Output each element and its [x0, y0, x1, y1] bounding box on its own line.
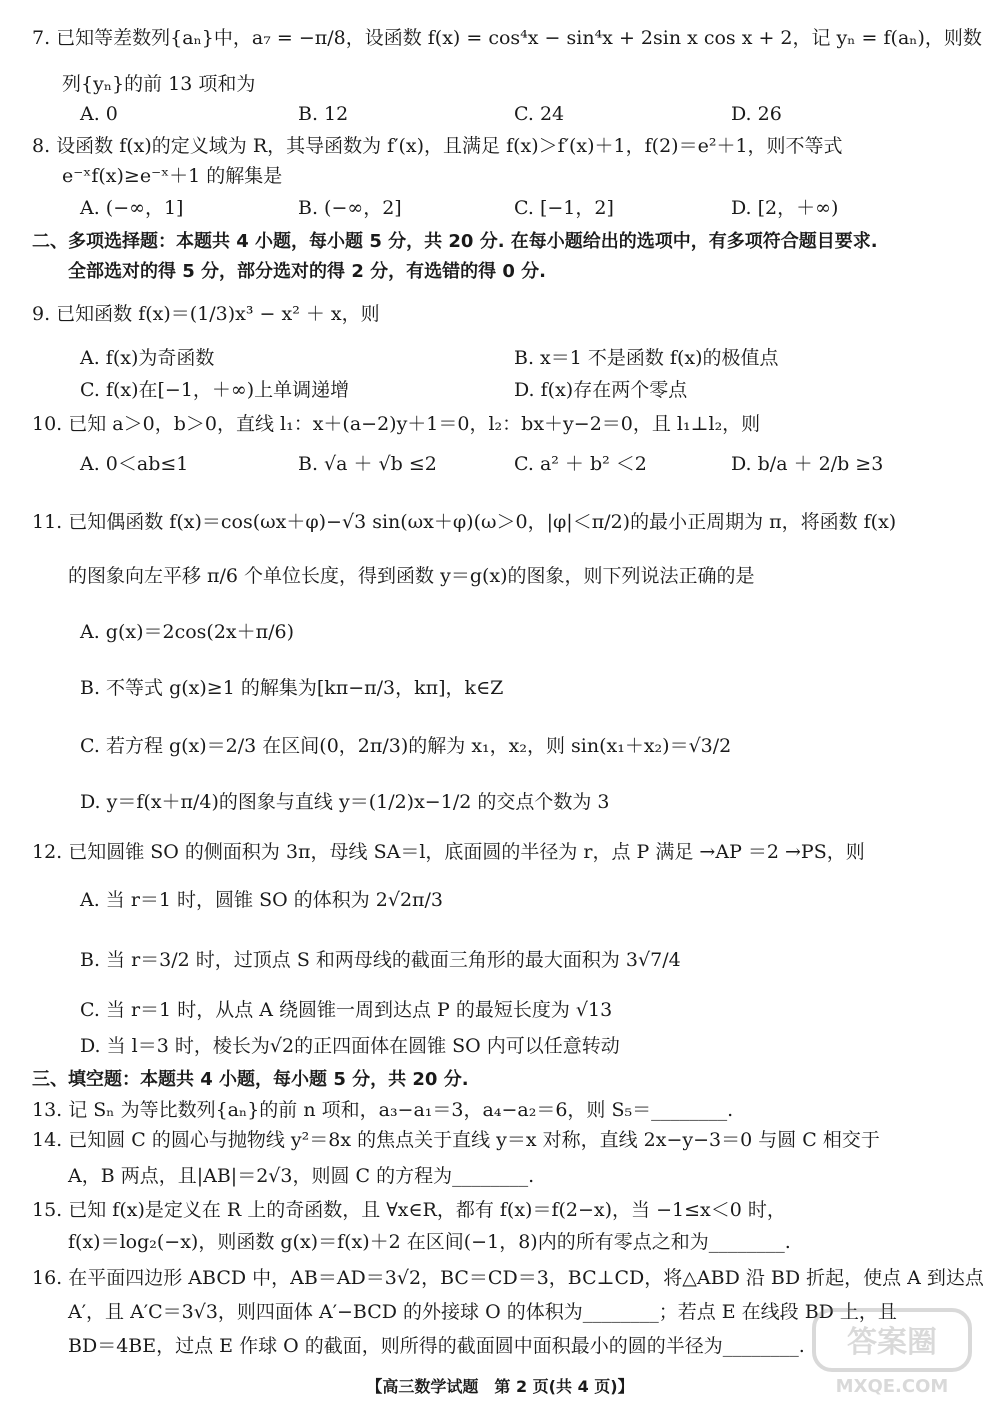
q7-stem-line2: 列{yₙ}的前 13 项和为 — [62, 73, 256, 95]
q10-option-d: D. b/a ＋ 2/b ≥3 — [731, 453, 884, 475]
q9-option-d: D. f(x)存在两个零点 — [514, 379, 688, 401]
watermark-bottom-text: MXQE.COM — [835, 1376, 949, 1397]
q11-option-b: B. 不等式 g(x)≥1 的解集为[kπ−π/3，kπ]，k∈Z — [80, 677, 504, 699]
q9-option-c: C. f(x)在[−1，＋∞)上单调递增 — [80, 379, 350, 401]
watermark-logo — [812, 1308, 972, 1400]
q8-option-b: B. (−∞，2] — [298, 197, 402, 219]
q8-option-d: D. [2，＋∞) — [731, 197, 839, 219]
q14-line2: A，B 两点，且|AB|＝2√3，则圆 C 的方程为________. — [68, 1165, 535, 1187]
q7-stem-line1: 7. 已知等差数列{aₙ}中，a₇ = −π/8，设函数 f(x) = cos⁴x − sin⁴x + 2sin x cos x + 2，记 yₙ = f(aₙ)，则数 — [32, 27, 982, 49]
page-footer: 【高三数学试题 第 2 页(共 4 页)】 — [366, 1377, 634, 1396]
q8-option-a: A. (−∞，1] — [80, 197, 184, 219]
q11-stem-line2: 的图象向左平移 π/6 个单位长度，得到函数 y＝g(x)的图象，则下列说法正确的是 — [68, 565, 755, 587]
q8-stem-line2: e⁻ˣf(x)≥e⁻ˣ＋1 的解集是 — [62, 165, 283, 187]
q9-stem: 9. 已知函数 f(x)＝(1/3)x³ − x² ＋ x，则 — [32, 303, 380, 325]
q11-stem-line1: 11. 已知偶函数 f(x)＝cos(ωx＋φ)−√3 sin(ωx＋φ)(ω＞0，|φ|＜π/2)的最小正周期为 π，将函数 f(x) — [32, 511, 897, 533]
section3-heading: 三、填空题：本题共 4 小题，每小题 5 分，共 20 分. — [32, 1069, 469, 1090]
q11-option-a: A. g(x)＝2cos(2x＋π/6) — [80, 621, 295, 643]
q7-option-b: B. 12 — [298, 103, 349, 125]
q7-option-a: A. 0 — [80, 103, 118, 125]
q7-option-d: D. 26 — [731, 103, 782, 125]
q15-line1: 15. 已知 f(x)是定义在 R 上的奇函数，且 ∀x∈R，都有 f(x)＝f(2−x)，当 −1≤x＜0 时， — [32, 1199, 786, 1221]
q12-stem: 12. 已知圆锥 SO 的侧面积为 3π，母线 SA＝l，底面圆的半径为 r，点 P 满足 →AP ＝2 →PS，则 — [32, 841, 865, 863]
q10-stem: 10. 已知 a＞0，b＞0，直线 l₁：x＋(a−2)y＋1＝0，l₂：bx＋y−2＝0，且 l₁⊥l₂，则 — [32, 413, 761, 435]
q16-line3: BD＝4BE，过点 E 作球 O 的截面，则所得的截面圆中面积最小的圆的半径为________. — [68, 1335, 805, 1357]
q12-option-d: D. 当 l＝3 时，棱长为√2的正四面体在圆锥 SO 内可以任意转动 — [80, 1035, 620, 1057]
watermark-top-text: 答案圈 — [847, 1325, 937, 1360]
q9-option-b: B. x＝1 不是函数 f(x)的极值点 — [514, 347, 779, 369]
q7-option-c: C. 24 — [514, 103, 565, 125]
q10-option-b: B. √a ＋ √b ≤2 — [298, 453, 437, 475]
section2-heading-line2: 全部选对的得 5 分，部分选对的得 2 分，有选错的得 0 分. — [68, 261, 547, 282]
q12-option-a: A. 当 r＝1 时，圆锥 SO 的体积为 2√2π/3 — [80, 889, 444, 911]
q12-option-b: B. 当 r＝3/2 时，过顶点 S 和两母线的截面三角形的最大面积为 3√7/4 — [80, 949, 681, 971]
q10-option-a: A. 0＜ab≤1 — [80, 453, 189, 475]
q15-line2: f(x)＝log₂(−x)，则函数 g(x)＝f(x)＋2 在区间(−1，8)内的所有零点之和为________. — [68, 1231, 791, 1253]
q13-text: 13. 记 Sₙ 为等比数列{aₙ}的前 n 项和，a₃−a₁＝3，a₄−a₂＝6，则 S₅＝________. — [32, 1099, 734, 1121]
q11-option-c: C. 若方程 g(x)＝2/3 在区间(0，2π/3)的解为 x₁，x₂，则 sin(x₁＋x₂)＝√3/2 — [80, 735, 732, 757]
q11-option-d: D. y＝f(x＋π/4)的图象与直线 y＝(1/2)x−1/2 的交点个数为 3 — [80, 791, 610, 813]
q10-option-c: C. a² ＋ b² ＜2 — [514, 453, 647, 475]
q8-option-c: C. [−1，2] — [514, 197, 614, 219]
section2-heading: 二、多项选择题：本题共 4 小题，每小题 5 分，共 20 分. 在每小题给出的选项中，有多项符合题目要求. — [32, 231, 878, 252]
q12-option-c: C. 当 r＝1 时，从点 A 绕圆锥一周到达点 P 的最短长度为 √13 — [80, 999, 613, 1021]
q9-option-a: A. f(x)为奇函数 — [80, 347, 215, 369]
q16-line2: A′，且 A′C＝3√3，则四面体 A′−BCD 的外接球 O 的体积为________；若点 E 在线段 BD 上，且 — [68, 1301, 897, 1323]
q16-line1: 16. 在平面四边形 ABCD 中，AB＝AD＝3√2，BC＝CD＝3，BC⊥CD，将△ABD 沿 BD 折起，使点 A 到达点 — [32, 1267, 984, 1289]
q8-stem-line1: 8. 设函数 f(x)的定义域为 R，其导函数为 f′(x)，且满足 f(x)＞f′(x)＋1，f(2)＝e²＋1，则不等式 — [32, 135, 843, 157]
q14-line1: 14. 已知圆 C 的圆心与抛物线 y²＝8x 的焦点关于直线 y＝x 对称，直线 2x−y−3＝0 与圆 C 相交于 — [32, 1129, 880, 1151]
